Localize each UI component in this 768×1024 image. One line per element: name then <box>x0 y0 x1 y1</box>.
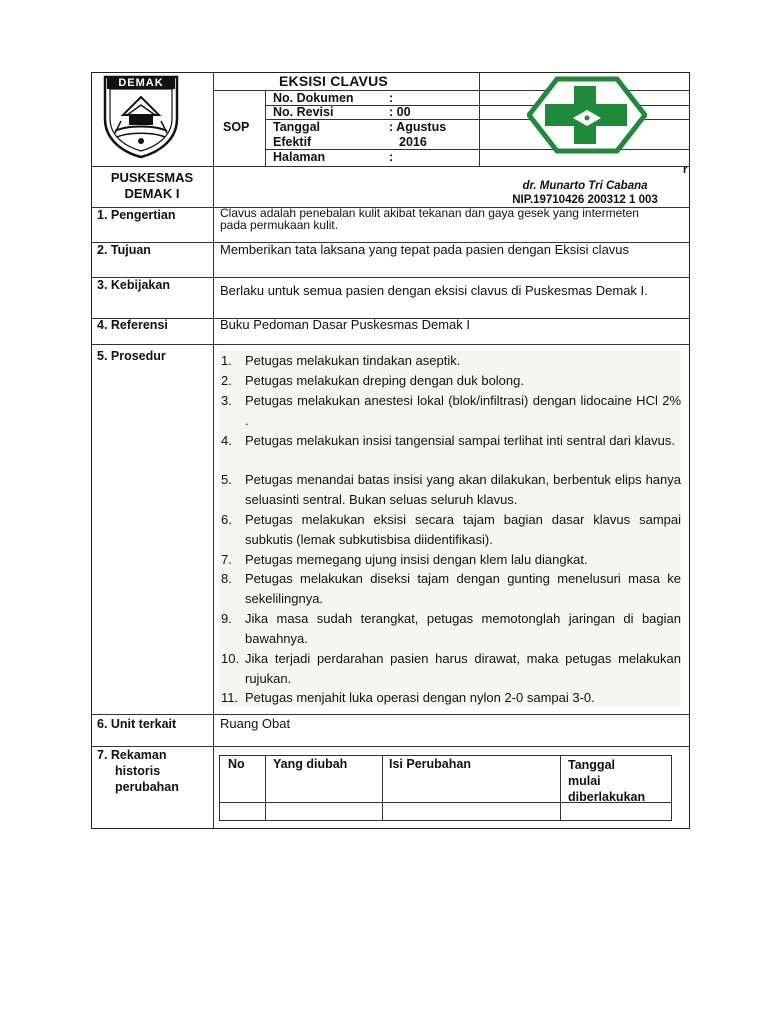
procedure-step <box>221 688 681 708</box>
section-label-rekaman-3: perubahan <box>115 780 179 794</box>
header-bottom-rule <box>91 166 690 167</box>
org-name-line2: DEMAK I <box>124 186 180 201</box>
row-rule <box>91 746 690 747</box>
meta-label-efektif: Efektif <box>273 135 312 149</box>
procedure-step <box>221 391 681 431</box>
history-header-no: No <box>228 757 245 771</box>
section-label-rekaman-1: 7. Rekaman <box>97 748 167 762</box>
row-rule <box>91 714 690 715</box>
history-header-tanggal-1: Tanggal <box>568 758 615 772</box>
procedure-step <box>221 351 681 371</box>
step-number: 11. <box>221 690 239 705</box>
meta-value-revisi: : 00 <box>389 105 411 119</box>
step-text: Jika masa sudah terangkat, petugas memotonglah jaringan di bagian bawahnya. <box>245 611 681 646</box>
stray-mark: r <box>683 164 688 176</box>
step-number: 8. <box>221 571 232 586</box>
procedure-step <box>221 569 681 609</box>
section-label-tujuan: 2. Tujuan <box>97 243 151 257</box>
history-header-yang-diubah: Yang diubah <box>273 757 348 771</box>
meta-label-halaman: Halaman <box>273 150 326 164</box>
section-label-rekaman-2: historis <box>115 764 161 778</box>
step-text: Petugas melakukan dreping dengan duk bolong. <box>245 373 524 388</box>
history-header-tanggal-3: diberlakukan <box>568 790 646 804</box>
history-col-rule <box>560 755 561 821</box>
meta-value-efektif: 2016 <box>399 135 427 149</box>
section-label-prosedur: 5. Prosedur <box>97 349 166 363</box>
sop-label: SOP <box>223 120 250 134</box>
column-divider <box>213 72 214 829</box>
step-number: 9. <box>221 611 232 626</box>
section-text-unit: Ruang Obat <box>220 716 291 731</box>
history-header-isi-perubahan: Isi Perubahan <box>389 757 471 771</box>
signer-nip: NIP.19710426 200312 1 003 <box>512 194 658 206</box>
procedure-step <box>221 470 681 510</box>
meta-label-revisi: No. Revisi <box>273 105 334 119</box>
logo-text: DEMAK <box>118 77 164 89</box>
meta-value-tanggal: : Agustus <box>389 120 447 134</box>
section-label-unit: 6. Unit terkait <box>97 717 177 731</box>
history-col-rule <box>265 755 266 821</box>
step-text: Petugas memegang ujung insisi dengan klem lalu diangkat. <box>245 552 588 567</box>
meta-label-tanggal: Tanggal <box>273 120 320 134</box>
procedure-step <box>221 371 681 391</box>
step-text: Petugas melakukan eksisi secara tajam bagian dasar klavus sampai subkutis (lemak subkutisbisa diidentifikasi). <box>245 512 681 547</box>
step-text: Petugas melakukan diseksi tajam dengan gunting menelusuri masa ke sekelilingnya. <box>245 571 681 606</box>
puskesmas-logo <box>527 76 647 154</box>
step-text: Petugas melakukan tindakan aseptik. <box>245 353 461 368</box>
meta-label-dokumen: No. Dokumen <box>273 91 354 105</box>
org-name-line1: PUSKESMAS <box>110 170 194 185</box>
section-text-kebijakan: Berlaku untuk semua pasien dengan eksisi clavus di Puskesmas Demak I. <box>220 283 648 298</box>
meta-value-halaman: : <box>389 150 394 164</box>
section-text-tujuan: Memberikan tata laksana yang tepat pada pasien dengan Eksisi clavus <box>220 242 630 257</box>
row-rule <box>91 277 690 278</box>
procedure-step <box>221 510 681 550</box>
step-text: Petugas melakukan anestesi lokal (blok/infiltrasi) dengan lidocaine HCl 2% . <box>245 393 681 428</box>
section-text-pengertian: Clavus adalah penebalan kulit akibat tekanan dan gaya gesek yang intermeten pada permukaan kulit. <box>220 206 639 232</box>
history-col-rule <box>382 755 383 821</box>
step-number: 7. <box>221 552 232 567</box>
section-label-pengertian: 1. Pengertian <box>97 208 176 222</box>
row-rule <box>91 344 690 345</box>
step-text: Petugas melakukan insisi tangensial sampai terlihat inti sentral dari klavus. <box>245 433 675 448</box>
procedure-step <box>221 649 681 689</box>
step-number: 10. <box>221 651 240 666</box>
header-divider-sop <box>265 90 266 166</box>
step-number: 5. <box>221 472 232 487</box>
step-number: 4. <box>221 433 232 448</box>
step-number: 2. <box>221 373 232 388</box>
procedure-step <box>221 609 681 649</box>
step-number: 6. <box>221 512 232 527</box>
step-number: 3. <box>221 393 232 408</box>
step-number: 1. <box>221 353 232 368</box>
procedure-step <box>221 550 681 570</box>
meta-value-dokumen: : <box>389 91 394 105</box>
step-text: Petugas menjahit luka operasi dengan nylon 2-0 sampai 3-0. <box>245 690 595 705</box>
procedure-step <box>221 431 681 451</box>
step-text: Jika terjadi perdarahan pasien harus dirawat, maka petugas melakukan rujukan. <box>245 651 681 686</box>
section-label-referensi: 4. Referensi <box>97 318 168 332</box>
section-text-referensi: Buku Pedoman Dasar Puskesmas Demak I <box>220 317 470 332</box>
document-title: EKSISI CLAVUS <box>279 73 388 89</box>
signer-name: dr. Munarto Tri Cabana <box>522 180 648 192</box>
history-header-tanggal-2: mulai <box>568 774 601 788</box>
step-text: Petugas menandai batas insisi yang akan dilakukan, berbentuk elips hanya seluasinti sentral. Bukan seluas seluruh klavus. <box>245 472 681 507</box>
section-label-kebijakan: 3. Kebijakan <box>97 278 170 292</box>
